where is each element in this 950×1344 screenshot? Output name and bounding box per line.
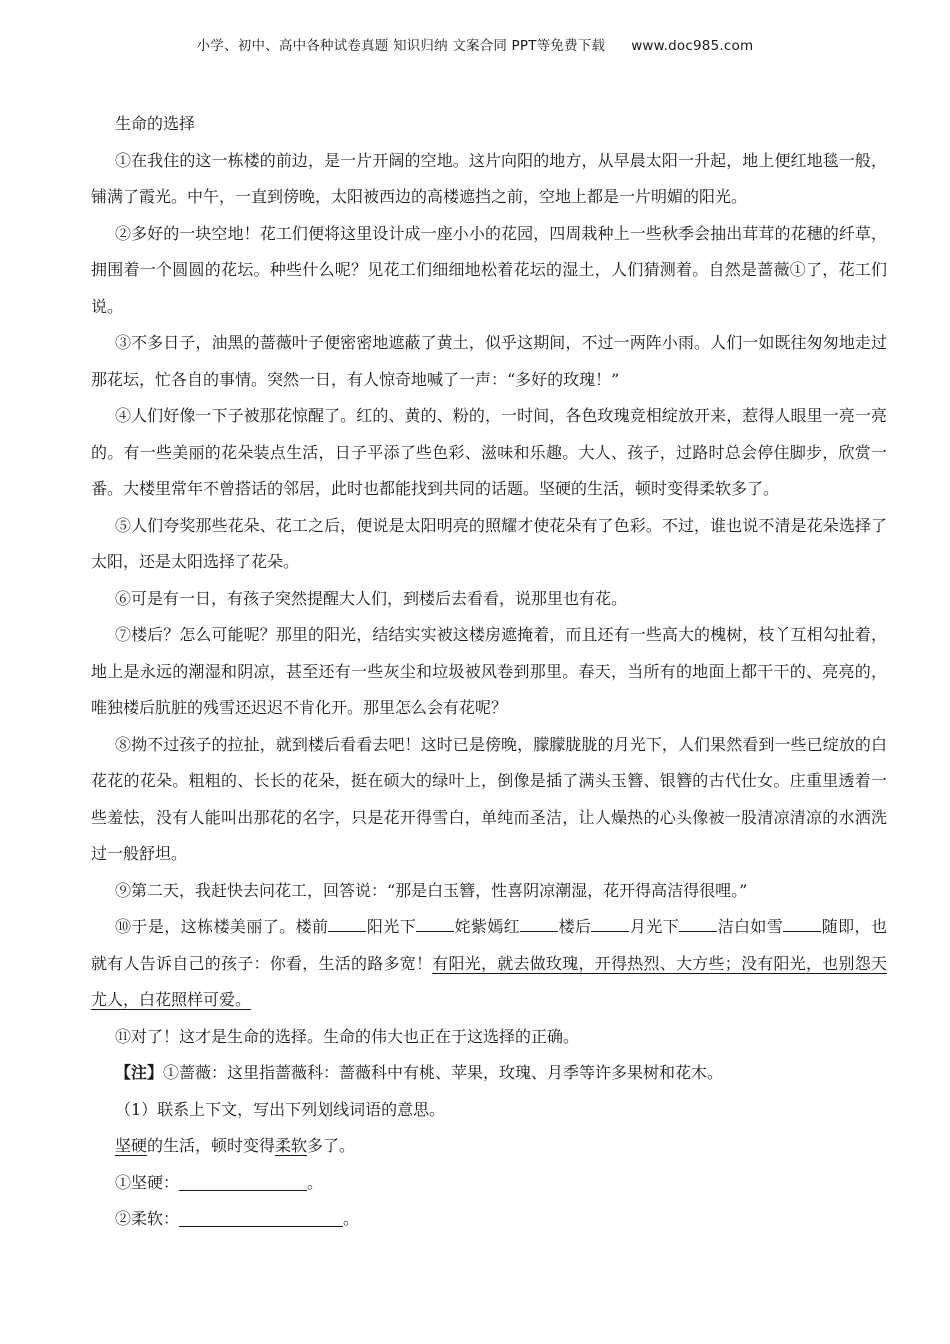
note-text: ①蔷薇：这里指蔷薇科：蔷薇科中有桃、苹果，玫瑰、月季等许多果树和花木。 (163, 1063, 724, 1082)
answer-item-2 (91, 1201, 887, 1238)
answer-2-label: ②柔软： (115, 1209, 180, 1228)
paragraph-8: ⑧拗不过孩子的拉扯，就到楼后看看去吧！这时已是傍晚，朦朦胧胧的月光下，人们果然看到一些已绽放的白花花的花朵。粗粗的、长长的花朵，挺在硕大的绿叶上，倒像是插了满头玉簪、银簪的古代仕女。庄重里透着一些羞怯，没有人能叫出那花的名字，只是花开得雪白，单纯而圣洁，让人燥热的心头像被一股清凉清凉的水洒洗过一般舒坦。 (91, 734, 887, 863)
paragraph-5: ⑤人们夸奖那些花朵、花工之后，便说是太阳明亮的照耀才使花朵有了色彩。不过，谁也说不清是花朵选择了太阳，还是太阳选择了花朵。 (91, 515, 887, 571)
question-prompt: （1）联系上下文，写出下列划线词语的意思。 (115, 1099, 446, 1119)
underlined-sentence: 有阳光，就去做玫瑰，开得热烈、大方些；没有阳光，也别怨天尤人，白花照样可爱。 (91, 953, 887, 1009)
answer-2-period: 。 (343, 1209, 360, 1228)
p10-seg2: 姹紫嫣红 (454, 917, 521, 936)
p10-seg1: 阳光下 (366, 917, 417, 936)
paragraph-2: ②多好的一块空地！花工们便将这里设计成一座小小的花园，四周栽种上一些秋季会抽出茸茸的花穗的纤草，拥围着一个圆圆的花坛。种些什么呢？见花工们细细地松着花坛的湿土，人们猜测着。自然是蔷薇①了，花工们说。 (91, 223, 887, 316)
sentence-middle: 的生活，顿时变得 (147, 1136, 276, 1155)
header-url[interactable]: www.doc985.com (631, 38, 754, 54)
document-body (91, 106, 887, 1238)
paragraph-6: ⑥可是有一日，有孩子突然提醒大人们，到楼后去看看，说那里也有花。 (115, 588, 628, 608)
question-sentence (91, 1128, 887, 1165)
p10-tail: 随即，也就有人告诉自己的孩子：你看，生活的路多宽！ (91, 917, 887, 973)
blank-line (783, 915, 821, 932)
paragraph-10 (91, 909, 887, 1019)
article-title: 生命的选择 (115, 114, 196, 133)
answer-1-period: 。 (307, 1172, 324, 1192)
answer-2-blank[interactable] (179, 1212, 343, 1227)
p10-seg4: 月光下 (629, 917, 680, 936)
page-header (0, 34, 950, 54)
note-label: 【注】 (115, 1063, 164, 1082)
blank-line (520, 915, 558, 932)
underlined-word-2: 柔软 (275, 1136, 308, 1155)
answer-1-blank[interactable] (179, 1176, 307, 1191)
blank-line (679, 915, 717, 932)
paragraph-1: ①在我住的这一栋楼的前边，是一片开阔的空地。这片向阳的地方，从早晨太阳一升起，地上便红地毯一般，铺满了霞光。中午，一直到傍晚，太阳被西边的高楼遮挡之前，空地上都是一片明媚的阳光。 (91, 150, 887, 206)
p10-seg3: 楼后 (558, 917, 592, 936)
paragraph-11: ⑪对了！这才是生命的选择。生命的伟大也正在于这选择的正确。 (115, 1026, 580, 1046)
header-text: 小学、初中、高中各种试卷真题 知识归纳 文案合同 PPT等免费下载 (196, 38, 606, 54)
paragraph-9: ⑨第二天，我赶快去问花工，回答说：“那是白玉簪，性喜阴凉潮湿，花开得高洁得很哩。” (115, 880, 748, 900)
blank-line (416, 915, 454, 932)
blank-line (328, 915, 366, 932)
p10-seg5: 洁白如雪 (717, 917, 784, 936)
paragraph-3: ③不多日子，油黑的蔷薇叶子便密密地遮蔽了黄土，似乎这期间，不过一两阵小雨。人们一如既往匆匆地走过那花坛，忙各自的事情。突然一日，有人惊奇地喊了一声：“多好的玫瑰！” (91, 333, 887, 389)
sentence-end: 多了。 (307, 1136, 356, 1155)
paragraph-4: ④人们好像一下子被那花惊醒了。红的、黄的、粉的，一时间，各色玫瑰竞相绽放开来，惹得人眼里一亮一亮的。有一些美丽的花朵装点生活，日子平添了些色彩、滋味和乐趣。大人、孩子，过路时总会停住脚步，欣赏一番。大楼里常年不曾搭话的邻居，此时也都能找到共同的话题。坚硬的生活，顿时变得柔软多了。 (91, 406, 887, 498)
paragraph-7: ⑦楼后？怎么可能呢？那里的阳光，结结实实被这楼房遮掩着，而且还有一些高大的槐树，枝丫互相勾扯着，地上是永远的潮湿和阴凉，甚至还有一些灰尘和垃圾被风卷到那里。春天，当所有的地面上都干干的、亮亮的，唯独楼后肮脏的残雪还迟迟不肯化开。那里怎么会有花呢？ (91, 625, 887, 717)
footnote (91, 1055, 887, 1092)
blank-line (591, 915, 629, 932)
p10-lead: ⑩于是，这栋楼美丽了。楼前 (115, 917, 329, 936)
underlined-word-1: 坚硬 (115, 1136, 148, 1155)
answer-item-1 (91, 1165, 887, 1202)
answer-1-label: ①坚硬： (115, 1172, 180, 1192)
